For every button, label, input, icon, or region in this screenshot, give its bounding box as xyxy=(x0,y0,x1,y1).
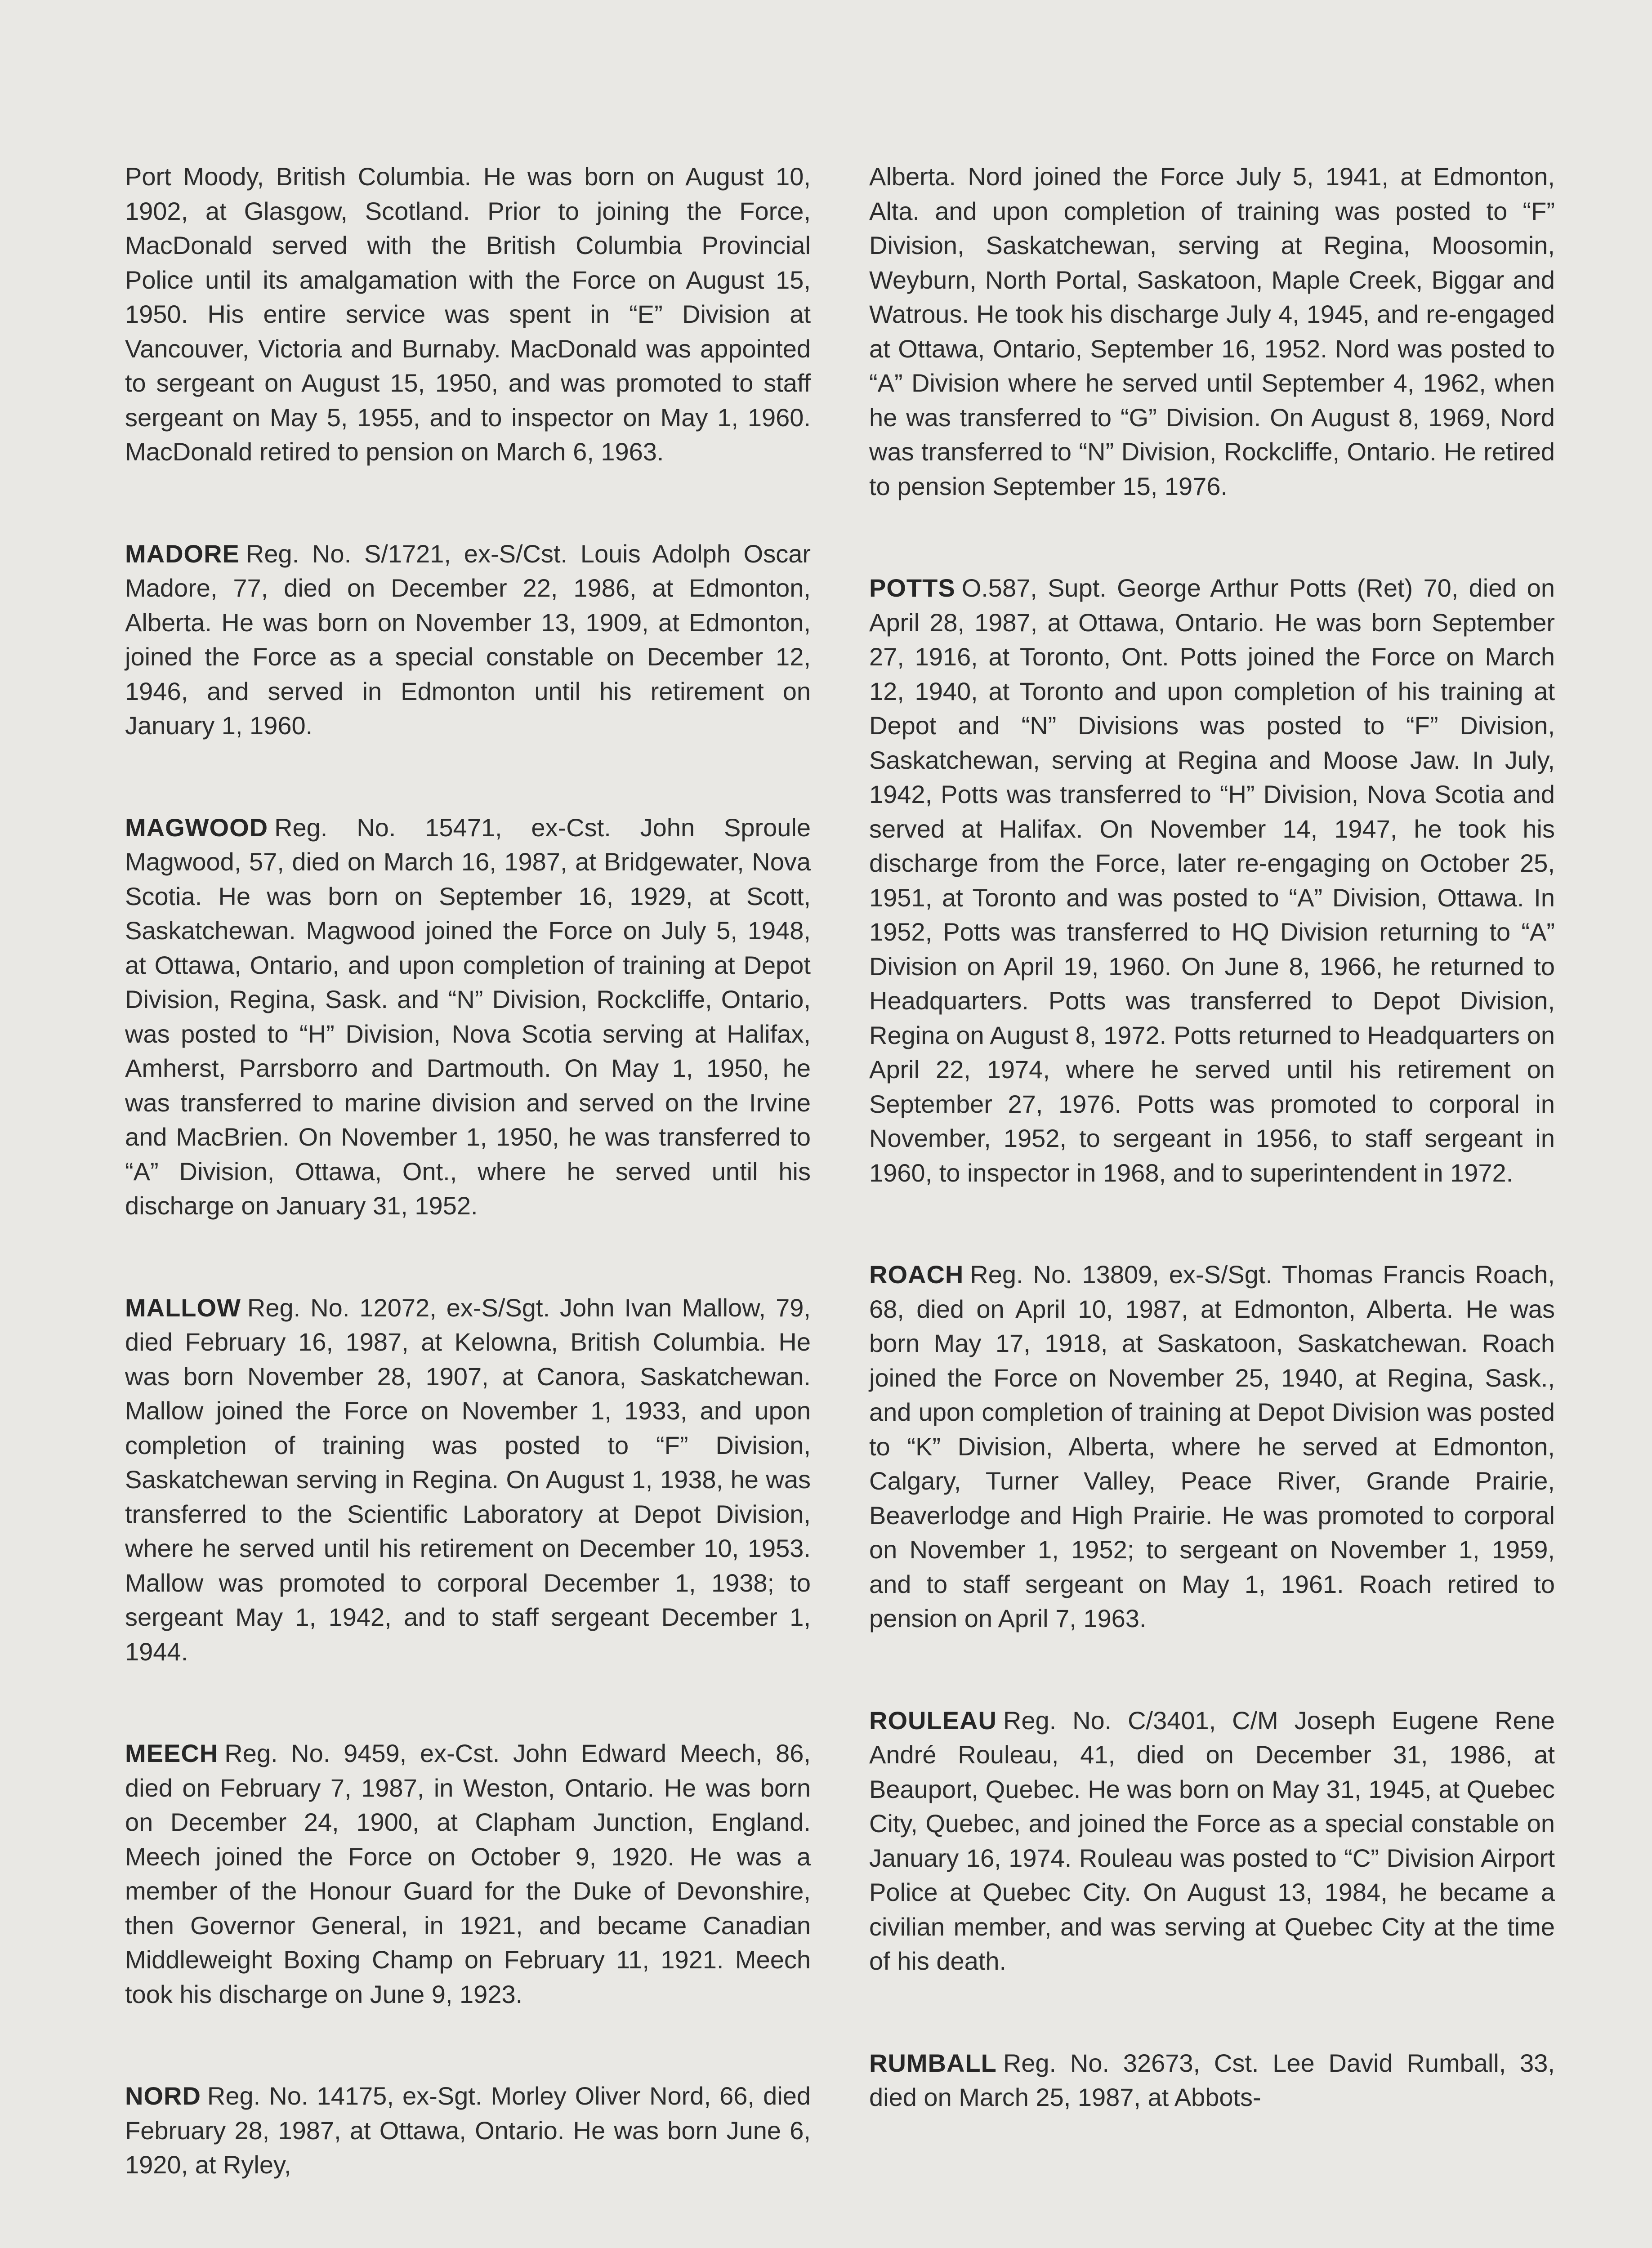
entry-surname: RUMBALL xyxy=(869,2048,997,2077)
obituary-entry xyxy=(869,1704,1555,1979)
entry-surname: MALLOW xyxy=(125,1293,241,1322)
entry-text: Reg. No. 9459, ex-Cst. John Edward Meech, 86, died on February 7, 1987, in Weston, Ontario. He was born on December 24, 1900, at Clapham Junction, England. Meech joined the Force on October 9, 1920. He was a member of the Honour Guard for the Duke of Devonshire, then Governor General, in 1921, and became Canadian Middleweight Boxing Champ on February 11, 1921. Meech took his discharge on June 9, 1923. xyxy=(125,1739,811,2008)
entry-text: Reg. No. 12072, ex-S/Sgt. John Ivan Mallow, 79, died February 16, 1987, at Kelowna, British Columbia. He was born November 28, 1907, at Canora, Saskatchewan. Mallow joined the Force on November 1, 1933, and upon completion of training was posted to “F” Division, Saskatchewan serving in Regina. On August 1, 1938, he was transferred to the Scientific Laboratory at Depot Division, where he served until his retirement on December 10, 1953. Mallow was promoted to corporal December 1, 1938; to sergeant May 1, 1942, and to staff sergeant December 1, 1944. xyxy=(125,1293,811,1666)
obituary-entry xyxy=(125,1291,811,1669)
obituary-entry xyxy=(869,2046,1555,2115)
entry-surname: NORD xyxy=(125,2082,201,2110)
entry-surname: MADORE xyxy=(125,539,240,568)
entry-text: Reg. No. 15471, ex-Cst. John Sproule Magwood, 57, died on March 16, 1987, at Bridgewater, Nova Scotia. He was born on September 16, 1929, at Scott, Saskatchewan. Magwood joined the Force on July 5, 1948, at Ottawa, Ontario, and upon completion of training at Depot Division, Regina, Sask. and “N” Division, Rockcliffe, Ontario, was posted to “H” Division, Nova Scotia serving at Halifax, Amherst, Parrsborro and Dartmouth. On May 1, 1950, he was transferred to marine division and served on the Irvine and MacBrien. On November 1, 1950, he was transferred to “A” Division, Ottawa, Ont., where he served until his discharge on January 31, 1952. xyxy=(125,813,811,1220)
entry-text: O.587, Supt. George Arthur Potts (Ret) 70, died on April 28, 1987, at Ottawa, Ontario. He was born September 27, 1916, at Toronto, Ont. Potts joined the Force on March 12, 1940, at Toronto and upon completion of his training at Depot and “N” Divisions was posted to “F” Division, Saskatchewan, serving at Regina and Moose Jaw. In July, 1942, Potts was transferred to “H” Division, Nova Scotia and served at Halifax. On November 14, 1947, he took his discharge from the Force, later re-engaging on October 25, 1951, at Toronto and was posted to “A” Division, Ottawa. In 1952, Potts was transferred to HQ Division returning to “A” Division on April 19, 1960. On June 8, 1966, he returned to Headquarters. Potts was transferred to Depot Division, Regina on August 8, 1972. Potts returned to Headquarters on April 22, 1974, where he served until his retirement on September 27, 1976. Potts was promoted to corporal in November, 1952, to sergeant in 1956, to staff sergeant in 1960, to inspector in 1968, and to superintendent in 1972. xyxy=(869,574,1555,1187)
entry-text: Port Moody, British Columbia. He was born on August 10, 1902, at Glasgow, Scotland. Prior to joining the Force, MacDonald served with the British Columbia Provincial Police until its amalgamation with the Force on August 15, 1950. His entire service was spent in “E” Division at Vancouver, Victoria and Burnaby. MacDonald was appointed to sergeant on August 15, 1950, and was promoted to staff sergeant on May 5, 1955, and to inspector on May 1, 1960. MacDonald retired to pension on March 6, 1963. xyxy=(125,162,811,466)
entry-surname: ROACH xyxy=(869,1260,964,1289)
entry-text: Alberta. Nord joined the Force July 5, 1941, at Edmonton, Alta. and upon completion of training was posted to “F” Division, Saskatchewan, serving at Regina, Moosomin, Weyburn, North Portal, Saskatoon, Maple Creek, Biggar and Watrous. He took his discharge July 4, 1945, and re-engaged at Ottawa, Ontario, September 16, 1952. Nord was posted to “A” Division where he served until September 4, 1962, when he was transferred to “G” Division. On August 8, 1969, Nord was transferred to “N” Division, Rockcliffe, Ontario. He retired to pension September 15, 1976. xyxy=(869,162,1555,500)
obituary-entry xyxy=(125,811,811,1223)
obituary-entry xyxy=(125,2079,811,2182)
entry-surname: POTTS xyxy=(869,574,955,602)
obituary-entry xyxy=(869,160,1555,504)
entry-text: Reg. No. 13809, ex-S/Sgt. Thomas Francis Roach, 68, died on April 10, 1987, at Edmonton, Alberta. He was born May 17, 1918, at Saskatoon, Saskatchewan. Roach joined the Force on November 25, 1940, at Regina, Sask., and upon completion of training at Depot Division was posted to “K” Division, Alberta, where he served at Edmonton, Calgary, Turner Valley, Peace River, Grande Prairie, Beaverlodge and High Prairie. He was promoted to corporal on November 1, 1952; to sergeant on November 1, 1959, and to staff sergeant on May 1, 1961. Roach retired to pension on April 7, 1963. xyxy=(869,1260,1555,1632)
entry-surname: MAGWOOD xyxy=(125,813,268,842)
obituary-entry xyxy=(125,1736,811,2012)
obituary-entry xyxy=(125,537,811,743)
entry-text: Reg. No. 32673, Cst. Lee David Rumball, 33, died on March 25, 1987, at Abbots- xyxy=(869,2048,1555,2111)
entry-surname: ROULEAU xyxy=(869,1706,997,1735)
right-column xyxy=(869,160,1555,2115)
obituary-entry xyxy=(125,160,811,469)
entry-text: Reg. No. 14175, ex-Sgt. Morley Oliver Nord, 66, died February 28, 1987, at Ottawa, Ontario. He was born June 6, 1920, at Ryley, xyxy=(125,2082,811,2179)
obituary-entry xyxy=(869,571,1555,1190)
entry-text: Reg. No. C/3401, C/M Joseph Eugene Rene André Rouleau, 41, died on December 31, 1986, at Beauport, Quebec. He was born on May 31, 1945, at Quebec City, Quebec, and joined the Force as a special constable on January 16, 1974. Rouleau was posted to “C” Division Airport Police at Quebec City. On August 13, 1984, he became a civilian member, and was serving at Quebec City at the time of his death. xyxy=(869,1706,1555,1975)
entry-surname: MEECH xyxy=(125,1739,219,1767)
obituary-entry xyxy=(869,1258,1555,1636)
left-column xyxy=(125,160,811,2182)
entry-text: Reg. No. S/1721, ex-S/Cst. Louis Adolph Oscar Madore, 77, died on December 22, 1986, at Edmonton, Alberta. He was born on November 13, 1909, at Edmonton, joined the Force as a special constable on December 12, 1946, and served in Edmonton until his retirement on January 1, 1960. xyxy=(125,539,811,740)
